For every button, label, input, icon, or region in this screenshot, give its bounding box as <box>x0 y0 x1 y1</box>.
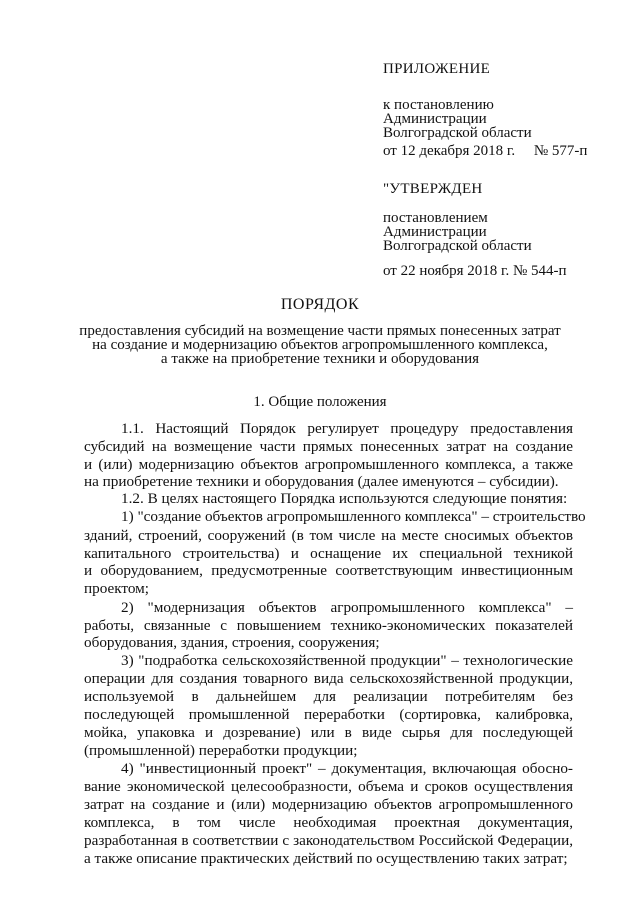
body-line: мойка, упаковка и дозревание) или в виде сырья для последующей <box>84 724 573 741</box>
document-subtitle-line-1: предоставления субсидий на возмещение части прямых понесенных затрат <box>79 323 561 339</box>
approved-title: "УТВЕРЖДЕН <box>383 181 483 197</box>
appendix-title: ПРИЛОЖЕНИЕ <box>383 61 491 77</box>
body-line: последующей промышленной переработки (сортировка, калибровка, <box>84 706 573 723</box>
body-line: а также описание практических действий по осуществлению таких затрат; <box>84 850 568 867</box>
body-line: оборудования, здания, строения, сооружения; <box>84 634 380 651</box>
body-line: затрат на создание и (или) модернизацию объектов агропромышленного <box>84 796 573 813</box>
body-line: и (или) модернизацию объектов агропромышленного комплекса, а также <box>84 456 573 473</box>
body-line: комплекса, в том числе необходимая проектная документация, <box>84 814 573 831</box>
approved-date-line: от 22 ноября 2018 г. № 544-п <box>383 263 567 279</box>
appendix-line-2: Администрации <box>383 111 487 127</box>
body-line: работы, связанные с повышением технико-экономических показателей <box>84 617 573 634</box>
body-line: разработанная в соответствии с законодательством Российской Федерации, <box>84 832 573 849</box>
appendix-line-1: к постановлению <box>383 97 494 113</box>
body-line: 1.2. В целях настоящего Порядка используются следующие понятия: <box>121 490 568 507</box>
approved-line-3: Волгоградской области <box>383 238 532 254</box>
body-line: 2) "модернизация объектов агропромышленного комплекса" – <box>121 599 573 616</box>
body-line: субсидий на возмещение части прямых понесенных затрат на создание <box>84 438 573 455</box>
approved-line-1: постановлением <box>383 210 488 226</box>
body-line: используемой в дальнейшем для реализации потребителям без <box>84 688 573 705</box>
document-subtitle-line-3: а также на приобретение техники и оборудования <box>160 351 480 367</box>
body-line: вание экономической целесообразности, объема и сроков осуществления <box>84 778 573 795</box>
appendix-date-line: от 12 декабря 2018 г. № 577-п <box>383 143 588 159</box>
body-line: на приобретение техники и оборудования (далее именуются – субсидии). <box>84 473 559 490</box>
document-subtitle-line-2: на создание и модернизацию объектов агропромышленного комплекса, <box>92 337 548 353</box>
appendix-line-3: Волгоградской области <box>383 125 532 141</box>
body-line: 4) "инвестиционный проект" – документация, включающая обосно- <box>121 760 573 777</box>
body-line: зданий, строений, сооружений (в том числе на месте сносимых объектов <box>84 527 573 544</box>
body-line: 1) "создание объектов агропромышленного комплекса" – строительство <box>121 508 586 525</box>
section-title: 1. Общие положения <box>253 394 387 410</box>
approved-line-2: Администрации <box>383 224 487 240</box>
body-line: (промышленной) переработки продукции; <box>84 742 358 759</box>
document-title: ПОРЯДОК <box>280 296 360 313</box>
body-line: операции для создания товарного вида сельскохозяйственной продукции, <box>84 670 573 687</box>
body-line: 1.1. Настоящий Порядок регулирует процедуру предоставления <box>121 420 573 437</box>
body-line: 3) "подработка сельскохозяйственной продукции" – технологические <box>121 652 573 669</box>
body-line: и оборудованием, предусмотренные соответствующим инвестиционным <box>84 562 573 579</box>
body-line: капитального строительства) и оснащение их специальной техникой <box>84 545 573 562</box>
body-line: проектом; <box>84 580 149 597</box>
